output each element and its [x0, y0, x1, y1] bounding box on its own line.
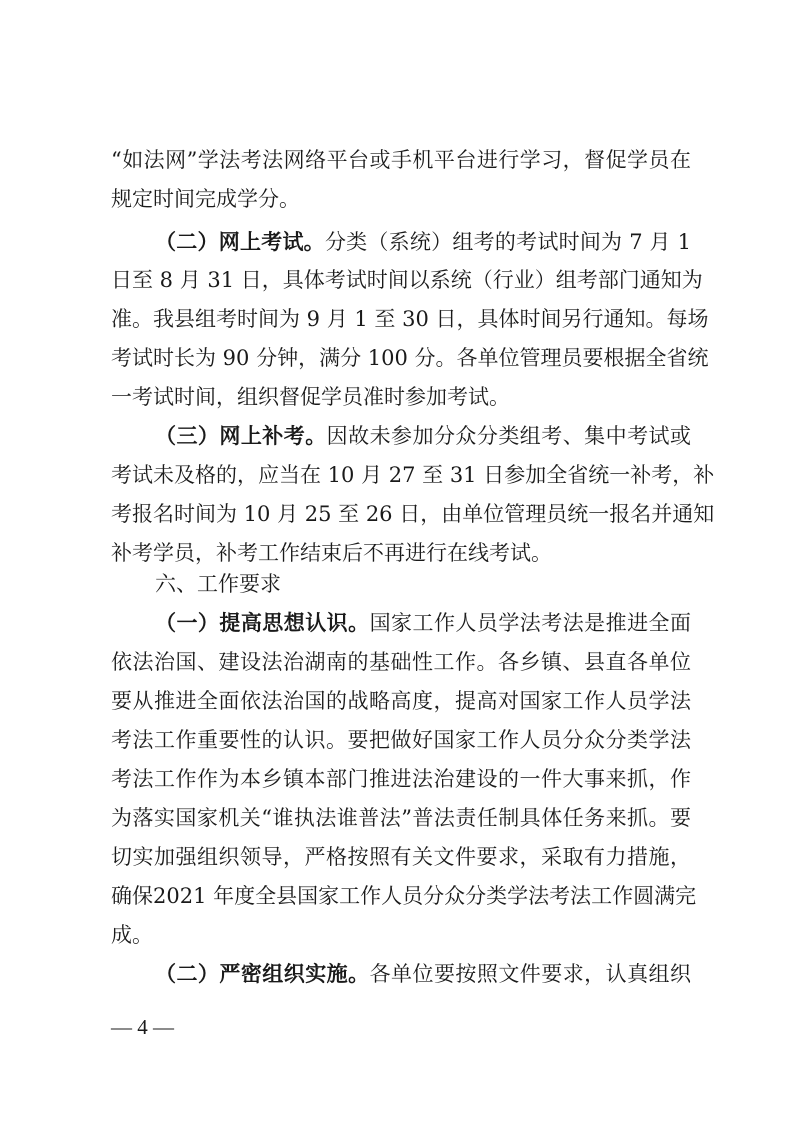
section-heading-line — [155, 961, 691, 987]
line-text: 确保2021 年度全县国家工作人员分众分类学法考法工作圆满完 — [111, 884, 697, 908]
page-number: — 4 — — [111, 1015, 174, 1039]
line-text: 一考试时间，组织督促学员准时参加考试。 — [111, 385, 510, 409]
text-line — [111, 501, 715, 527]
line-text: 各单位要按照文件要求，认真组织 — [369, 962, 692, 986]
line-text: 分类（系统）组考的考试时间为 7 月 1 — [324, 230, 692, 254]
line-text: 规定时间完成学分。 — [111, 187, 300, 211]
section-lead: （一）提高思想认识。 — [155, 610, 370, 635]
section-lead: （二）严密组织实施。 — [155, 961, 370, 986]
line-text: 考报名时间为 10 月 25 至 26 日，由单位管理员统一报名并通知 — [111, 502, 715, 526]
text-line — [111, 462, 715, 488]
text-line — [111, 844, 691, 870]
text-line — [111, 649, 691, 675]
line-text: 考试未及格的，应当在 10 月 27 至 31 日参加全省统一补考，补 — [111, 463, 715, 487]
text-line — [111, 147, 691, 173]
line-text: 考法工作作为本乡镇本部门推进法治建设的一件大事来抓，作 — [111, 767, 691, 791]
chapter-heading — [155, 571, 691, 597]
line-text: 为落实国家机关“谁执法谁普法”普法责任制具体任务来抓。要 — [111, 806, 691, 830]
section-heading-line — [155, 423, 691, 449]
line-text: 日至 8 月 31 日，具体考试时间以系统（行业）组考部门通知为 — [111, 268, 703, 292]
text-line — [111, 688, 691, 714]
line-text: 考试时长为 90 分钟，满分 100 分。各单位管理员要根据全省统 — [111, 346, 709, 370]
text-line — [111, 805, 691, 831]
text-line — [111, 186, 691, 212]
heading-text: 六、工作要求 — [155, 572, 281, 596]
text-line — [111, 766, 691, 792]
line-text: 依法治国、建设法治湖南的基础性工作。各乡镇、县直各单位 — [111, 650, 691, 674]
text-line — [111, 922, 691, 948]
line-text: 成。 — [111, 923, 153, 947]
line-text: 切实加强组织领导，严格按照有关文件要求，采取有力措施， — [111, 845, 691, 869]
section-heading-line — [155, 610, 691, 636]
text-line — [111, 384, 691, 410]
section-lead: （二）网上考试。 — [155, 229, 325, 254]
text-line — [111, 883, 697, 909]
line-text: 考法工作重要性的认识。要把做好国家工作人员分众分类学法 — [111, 728, 691, 752]
line-text: 准。我县组考时间为 9 月 1 至 30 日，具体时间另行通知。每场 — [111, 307, 709, 331]
section-lead: （三）网上补考。 — [155, 423, 327, 448]
line-text: 因故未参加分众分类组考、集中考试或 — [326, 424, 692, 448]
text-line — [111, 267, 703, 293]
line-text: 要从推进全面依法治国的战略高度，提高对国家工作人员学法 — [111, 689, 691, 713]
section-heading-line — [155, 229, 691, 255]
line-text: 补考学员，补考工作结束后不再进行在线考试。 — [111, 541, 552, 565]
text-line — [111, 345, 709, 371]
line-text: “如法网”学法考法网络平台或手机平台进行学习，督促学员在 — [111, 148, 691, 172]
text-line — [111, 540, 691, 566]
text-line — [111, 306, 709, 332]
line-text: 国家工作人员学法考法是推进全面 — [369, 611, 692, 635]
text-line — [111, 727, 691, 753]
